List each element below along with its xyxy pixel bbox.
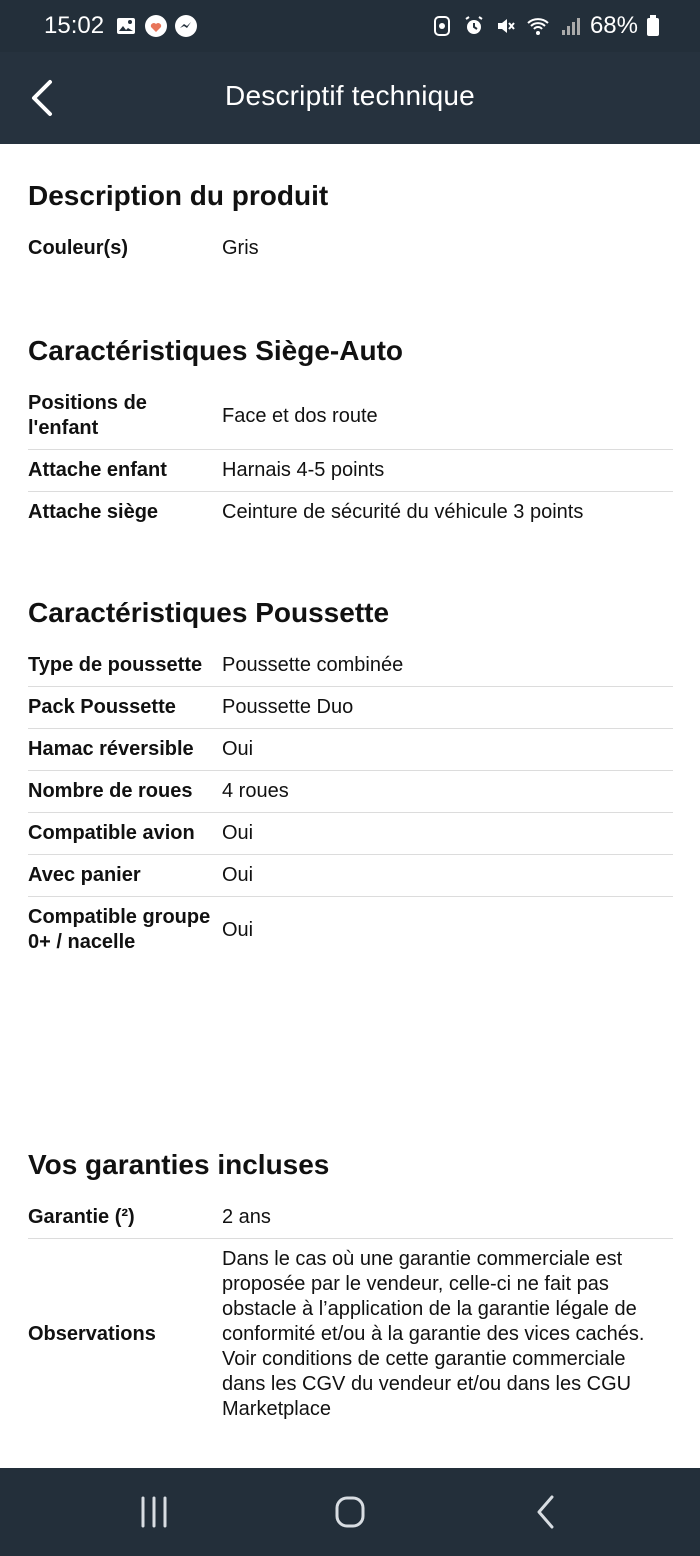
home-button[interactable] (326, 1490, 374, 1534)
wifi-icon (526, 14, 550, 38)
section-poussette (28, 597, 673, 963)
spec-label: Positions de l'enfant (28, 392, 147, 439)
section-title: Caractéristiques Poussette (28, 597, 390, 628)
spec-value: Poussette Duo (222, 696, 354, 718)
spec-table (28, 1197, 673, 1430)
spec-row (28, 855, 673, 897)
nav-back-button[interactable] (522, 1490, 570, 1534)
sync-icon (430, 14, 454, 38)
section-title: Description du produit (28, 180, 329, 211)
signal-icon (558, 14, 582, 38)
system-status (430, 12, 660, 40)
home-icon (326, 1490, 374, 1534)
spec-row (28, 729, 673, 771)
spec-row (28, 771, 673, 813)
spec-label: Compatible avion (28, 822, 195, 844)
spec-label: Nombre de roues (28, 780, 193, 802)
spec-row (28, 897, 673, 963)
mute-icon (494, 14, 518, 38)
recent-apps-icon (130, 1490, 178, 1534)
spec-value: Dans le cas où une garantie commerciale est proposée par le vendeur, celle-ci ne fait pas obstacle à l’application de la garantie légale de conformité et/ou à la garantie des vices cachés. Voir conditions de cette garantie commerciale dans les CGV du vendeur et/ou dans les CGU Marketplace (222, 1248, 645, 1420)
spec-label: Pack Poussette (28, 696, 176, 718)
spec-value: 4 roues (222, 780, 289, 802)
alarm-icon (462, 14, 486, 38)
spec-value: Oui (222, 822, 254, 844)
spec-label: Type de poussette (28, 654, 203, 676)
spec-label: Attache enfant (28, 459, 167, 481)
spec-row (28, 383, 673, 450)
spec-value: Gris (222, 237, 259, 259)
section-title: Caractéristiques Siège-Auto (28, 335, 403, 366)
recent-apps-button[interactable] (130, 1490, 178, 1534)
spec-value: Face et dos route (222, 404, 378, 427)
notification-icons (114, 14, 198, 38)
spec-row (28, 1239, 673, 1430)
spec-row (28, 492, 673, 533)
image-icon (114, 14, 138, 38)
spec-value: Poussette combinée (222, 654, 404, 676)
spec-label: Hamac réversible (28, 738, 194, 760)
spec-table (28, 228, 673, 269)
back-icon (522, 1490, 570, 1534)
messenger-icon (174, 14, 198, 38)
spec-row (28, 1197, 673, 1239)
spec-row (28, 813, 673, 855)
spec-label: Avec panier (28, 864, 141, 886)
spec-label: Observations (28, 1323, 156, 1345)
spec-value: Oui (222, 864, 254, 886)
spec-row (28, 645, 673, 687)
spec-value: Ceinture de sécurité du véhicule 3 points (222, 501, 584, 523)
section-description (28, 180, 673, 269)
spec-label: Attache siège (28, 501, 159, 523)
system-nav-bar (0, 1468, 700, 1556)
spec-label: Garantie (²) (28, 1206, 135, 1228)
spec-row (28, 228, 673, 269)
section-siege-auto (28, 335, 673, 533)
spec-label: Compatible groupe 0+ / nacelle (28, 906, 211, 953)
battery-percent: 68% (589, 12, 638, 39)
section-garanties (28, 1149, 673, 1430)
spec-value: Oui (222, 918, 254, 941)
app-bar (0, 52, 700, 144)
spec-label: Couleur(s) (28, 237, 128, 259)
app-heart-icon (144, 14, 168, 38)
status-bar (0, 0, 700, 52)
spec-row (28, 450, 673, 492)
status-time: 15:02 (44, 12, 105, 39)
spec-row (28, 687, 673, 729)
spec-table (28, 383, 673, 533)
spec-table (28, 645, 673, 963)
section-title: Vos garanties incluses (28, 1149, 330, 1180)
spec-value: Harnais 4-5 points (222, 459, 385, 481)
spec-value: Oui (222, 738, 254, 760)
page-title: Descriptif technique (225, 80, 475, 111)
battery-icon (646, 14, 660, 38)
spec-value: 2 ans (222, 1206, 271, 1228)
